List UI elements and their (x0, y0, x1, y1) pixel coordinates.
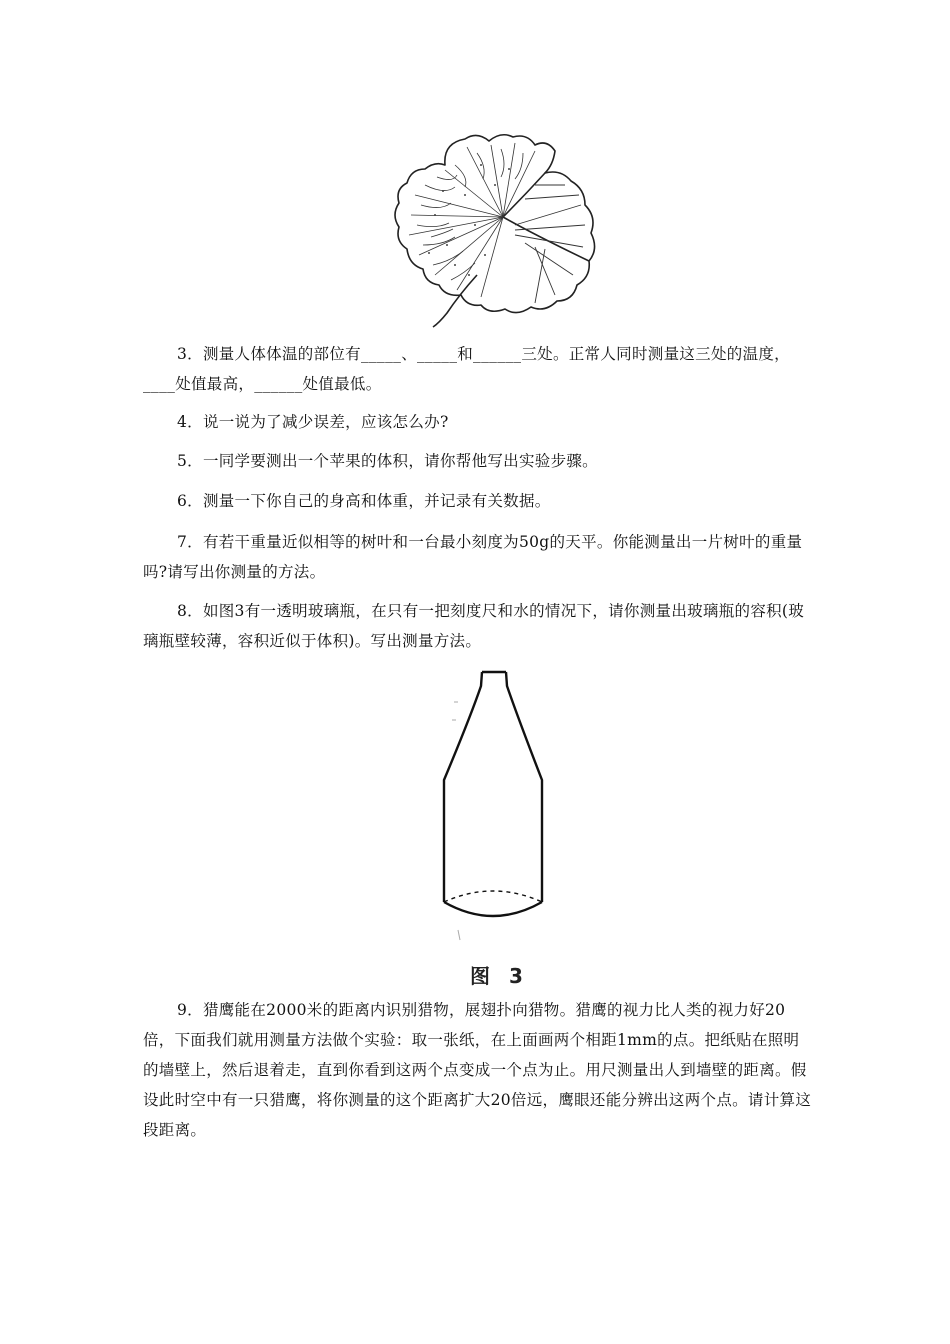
question-8: 8．如图3有一透明玻璃瓶，在只有一把刻度尺和水的情况下，请你测量出玻璃瓶的容积(玻璃瓶壁较薄，容积近似于体积)。写出测量方法。 (143, 602, 805, 650)
leaf-illustration (385, 125, 605, 330)
question-4: 4．说一说为了减少误差，应该怎么办? (177, 413, 449, 431)
figure-3-caption: 图 3 (470, 964, 529, 988)
question-7: 7．有若干重量近似相等的树叶和一台最小刻度为50g的天平。你能测量出一片树叶的重量吗?请写出你测量的方法。 (143, 533, 803, 581)
question-6: 6．测量一下你自己的身高和体重，并记录有关数据。 (177, 492, 551, 510)
question-9: 9．猎鹰能在2000米的距离内识别猎物，展翅扑向猎物。猎鹰的视力比人类的视力好20倍，下面我们就用测量方法做个实验：取一张纸，在上面画两个相距1mm的点。把纸贴在照明的墙壁上，然后退着走，直到你看到这两个点变成一个点为止。用尺测量出人到墙壁的距离。假设此时空中有一只猎鹰，将你测量的这个距离扩大20倍远，鹰眼还能分辨出这两个点。请计算这段距离。 (143, 1001, 812, 1139)
question-5: 5．一同学要测出一个苹果的体积，请你帮他写出实验步骤。 (177, 452, 598, 470)
question-3: 3．测量人体体温的部位有_____、_____和______三处。正常人同时测量这三处的温度，____处值最高，______处值最低。 (143, 345, 790, 393)
bottle-illustration (430, 668, 560, 953)
